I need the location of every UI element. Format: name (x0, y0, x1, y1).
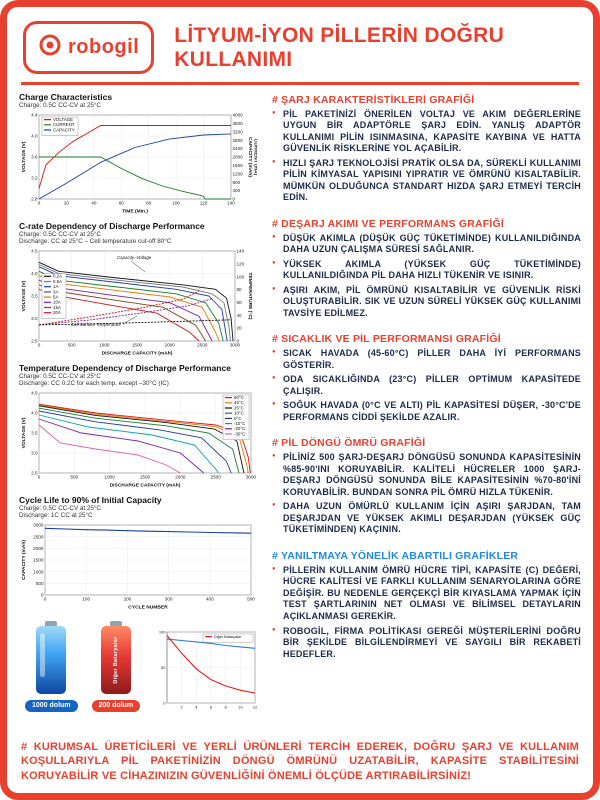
svg-text:20A: 20A (53, 309, 61, 315)
section-heading: # SICAKLIK VE PİL PERFORMANSI GRAFİĞİ (272, 333, 501, 346)
chart-subtitle: Charge: 0.5C CC-CV at 25°C (19, 372, 101, 380)
svg-text:4.0: 4.0 (31, 270, 38, 276)
svg-text:60: 60 (236, 299, 242, 305)
other-battery-illustration (101, 626, 131, 694)
svg-text:3.0: 3.0 (31, 315, 38, 321)
other-battery-label: Diğer Bataryalar (112, 635, 119, 684)
battery1-badge: 1000 dolum (25, 700, 78, 712)
svg-text:2400: 2400 (232, 145, 243, 151)
svg-text:4.0: 4.0 (31, 410, 38, 416)
temperature-discharge-chart (19, 388, 257, 488)
svg-text:100: 100 (236, 273, 245, 279)
svg-text:3A: 3A (53, 288, 59, 294)
battery2-badge: 200 dolum (92, 700, 141, 712)
bullet-list (272, 109, 581, 204)
chart-subtitle: Charge: 0.5C CC-CV at 25°C (19, 101, 101, 109)
svg-text:4.5: 4.5 (31, 390, 38, 396)
svg-text:4.4: 4.4 (31, 112, 38, 118)
bullet: ● SOĞUK HAVADA (0°C VE ALTI) PİL KAPASİTESİ DÜŞER, -30°C'DE PERFORMANS CİDDİ ŞEKİLDE AZALIR. (272, 400, 581, 423)
battery-terminal (110, 621, 122, 626)
bullet: ● YÜKSEK AKIMLA (YÜKSEK GÜÇ TÜKETİMİNDE) KULLANILDIĞINDA PİL DAHA HIZLI TÜKENİR VE ISINIR. (272, 259, 581, 282)
svg-text:500: 500 (67, 342, 76, 347)
robogil-logo-icon (38, 33, 62, 62)
footer (19, 734, 581, 785)
chart-subtitle: Discharge: 1C CC at 25°C (19, 511, 93, 519)
chart-title: Temperature Dependency of Discharge Performance (19, 362, 231, 373)
charge-characteristics-chart (19, 110, 257, 214)
chart-block-crate-discharge (19, 221, 262, 356)
svg-text:6: 6 (210, 704, 213, 709)
svg-text:3200: 3200 (232, 128, 243, 134)
svg-text:800: 800 (232, 179, 241, 185)
svg-text:20: 20 (63, 200, 69, 205)
svg-text:VOLTAGE (V): VOLTAGE (V) (22, 280, 27, 311)
svg-text:2000: 2000 (175, 474, 186, 479)
footer-text: # KURUMSAL ÜRETİCİLERİ VE YERLİ ÜRÜNLERİ TERCİH EDEREK, DOĞRU ŞARJ VE KULLANIM KOŞULLARIYLA PİL PAKETİNİZİN DÖNGÜ ÖMRÜNÜ UZATABİLİR, KAPASİTE STABİLİTESİNİ KORUYABİLİR VE CİHAZINIZIN GÜVENLİĞİNİ ÖNEMLİ ÖLÇÜDE ARTIRABİLİRSİNİZ! (21, 741, 579, 782)
svg-text:2.5: 2.5 (31, 470, 38, 476)
svg-text:12: 12 (252, 704, 258, 709)
svg-text:0: 0 (43, 596, 47, 601)
svg-text:0.2A: 0.2A (53, 273, 63, 279)
svg-text:8: 8 (224, 704, 227, 709)
chart-title: C-rate Dependency of Discharge Performance (19, 220, 205, 231)
svg-text:Capacity–Voltage: Capacity–Voltage (117, 254, 152, 260)
svg-text:1500: 1500 (139, 474, 151, 479)
svg-text:100: 100 (172, 200, 180, 205)
chart-subtitle: Charge: 0.5C CC-CV at 25°C (19, 504, 101, 512)
svg-text:120: 120 (236, 260, 245, 266)
svg-text:80: 80 (236, 286, 242, 292)
svg-text:0: 0 (37, 474, 41, 479)
bullet-list (272, 348, 581, 423)
svg-text:4: 4 (195, 704, 198, 709)
svg-text:1200: 1200 (232, 170, 243, 176)
svg-text:140: 140 (236, 248, 245, 254)
svg-text:0: 0 (236, 338, 240, 344)
svg-text:VOLTAGE: VOLTAGE (53, 116, 74, 122)
bullet: ● DAHA UZUN ÖMÜRLÜ KULLANIM İÇİN AŞIRI ŞARJDAN, TAM DEŞARJDAN VE YÜKSEK AKIMLI DEŞARJDAN (YÜKSEK GÜÇ TÜKETİMİNDEN) KAÇININ. (272, 501, 581, 536)
svg-text:CAPACITY (mAh): CAPACITY (mAh) (22, 539, 27, 580)
svg-text:0: 0 (37, 342, 41, 347)
svg-text:200: 200 (123, 596, 132, 601)
svg-text:1A: 1A (53, 283, 59, 289)
section-abartili-grafikler (272, 550, 581, 663)
svg-text:3.5: 3.5 (31, 430, 38, 436)
svg-text:DISCHARGE CAPACITY (mAh): DISCHARGE CAPACITY (mAh) (101, 351, 173, 356)
svg-text:TEMPERATURE (°C): TEMPERATURE (°C) (247, 272, 252, 319)
header (19, 17, 581, 82)
svg-text:80: 80 (146, 200, 152, 205)
svg-text:500: 500 (70, 474, 79, 479)
svg-text:2500: 2500 (210, 474, 221, 479)
svg-text:2.5: 2.5 (31, 338, 38, 344)
svg-text:140: 140 (227, 200, 235, 205)
svg-text:1000: 1000 (99, 342, 110, 347)
svg-text:400: 400 (205, 596, 214, 601)
svg-text:3.6: 3.6 (31, 154, 38, 160)
bullet-list (272, 565, 581, 660)
main-content (19, 92, 581, 735)
section-sarj-karakteristikleri (272, 94, 581, 207)
svg-text:60: 60 (118, 200, 124, 205)
header-divider (21, 82, 579, 85)
svg-text:15A: 15A (53, 304, 61, 310)
svg-text:CAPACITY: CAPACITY (53, 126, 75, 132)
svg-text:120: 120 (199, 200, 208, 205)
svg-text:40: 40 (91, 200, 97, 205)
page-title: LİTYUM-İYON PİLLERİN DOĞRU KULLANIMI (174, 23, 505, 71)
svg-text:3.0: 3.0 (31, 450, 38, 456)
chart-block-temperature-discharge (19, 363, 262, 488)
svg-text:Diğer Bataryalar: Diğer Bataryalar (214, 634, 242, 639)
bullet: ● ODA SICAKLIĞINDA (23°C) PİLLER OPTİMUM KAPASİTEDE ÇALIŞIR. (272, 374, 581, 397)
bullet: ● AŞIRI AKIM, PİL ÖMRÜNÜ KISALTABİLİR VE GÜVENLİK RİSKİ OLUŞTURABİLİR. SIK VE UZUN SÜRELİ YÜKSEK GÜÇ KULLANIMI TAVSİYE EDİLMEZ. (272, 285, 581, 320)
robogil-logo-text: robogil (68, 36, 140, 58)
svg-text:CURRENT (mA): CURRENT (mA) (252, 138, 257, 175)
svg-text:-20°C: -20°C (234, 425, 246, 431)
chart-block-cycle-life (19, 495, 262, 610)
svg-text:1500: 1500 (131, 342, 143, 347)
svg-text:CAPACITY (mAh): CAPACITY (mAh) (247, 136, 252, 177)
svg-text:1000: 1000 (33, 568, 44, 574)
section-desarj-akimi (272, 218, 581, 323)
svg-text:CYCLE NUMBER: CYCLE NUMBER (128, 605, 168, 610)
svg-text:0: 0 (40, 592, 44, 598)
bullet: ● SICAK HAVADA (45-60°C) PİLLER DAHA İYİ PERFORMANS GÖSTERİR. (272, 348, 581, 371)
svg-text:300: 300 (164, 596, 173, 601)
svg-text:1500: 1500 (33, 557, 44, 563)
chart-subtitle: Charge: 0.5C CC-CV at 25°C (19, 230, 101, 238)
chart-block-charge-characteristics (19, 92, 262, 214)
other-battery (92, 621, 141, 712)
section-heading: # YANILTMAYA YÖNELİK ABARTILI GRAFİKLER (272, 549, 519, 562)
chart-subtitle: Discharge: CC at 25°C – Cell temperature cut-off 80°C (19, 237, 172, 245)
battery-terminal (45, 621, 57, 626)
svg-text:Cell Surface Temperature: Cell Surface Temperature (71, 321, 121, 327)
section-heading: # ŞARJ KARAKTERİSTİKLERİ GRAFİĞİ (272, 93, 475, 106)
svg-text:TIME (Min.): TIME (Min.) (121, 209, 149, 214)
svg-text:VOLTAGE (V): VOLTAGE (V) (22, 417, 27, 448)
svg-text:400: 400 (232, 187, 241, 193)
text-column (272, 92, 581, 735)
svg-text:2000: 2000 (164, 342, 175, 347)
bullet: ● PİLLERİN KULLANIM ÖMRÜ HÜCRE TİPİ, KAPASİTE (C) DEĞERİ, HÜCRE KALİTESİ VE FARKLI KULLANIM SENARYOLARINA GÖRE DEĞİŞİR. BU NEDENLE GERÇEKÇİ BİR KIYASLAMA YAPMAK İÇİN TEST ŞARTLARININ NET OLMASI VE BİLİMSEL DETAYLARIN AÇIKLANMASI GEREKİR. (272, 565, 581, 623)
section-sicaklik-performans (272, 333, 581, 426)
svg-text:2000: 2000 (232, 154, 243, 160)
svg-text:10°C: 10°C (234, 410, 244, 416)
bullet: ● PİLİNİZ 500 ŞARJ-DEŞARJ DÖNGÜSÜ SONUNDA KAPASİTESİNİN %85-90'INI KORUYABİLİR. KALİTELİ HÜCRELER 1000 ŞARJ-DEŞARJ DÖNGÜSÜ SONUNDA BİLE KAPASİTESİNİN %70-80'İNİ KORUYABİLİR. BUNDAN SONRA PİL ÖMRÜ HIZLA TÜKENİR. (272, 452, 581, 498)
svg-text:DISCHARGE CAPACITY (mAh): DISCHARGE CAPACITY (mAh) (109, 483, 181, 488)
svg-text:4000: 4000 (232, 112, 243, 118)
section-heading: # PİL DÖNGÜ ÖMRÜ GRAFİĞİ (272, 437, 426, 450)
svg-text:2800: 2800 (232, 137, 243, 143)
bullet: ● DÜŞÜK AKIMLA (DÜŞÜK GÜÇ TÜKETİMİNDE) KULLANILDIĞINDA DAHA UZUN ÇALIŞMA SÜRESİ SAĞLANIR. (272, 233, 581, 256)
svg-text:25°C: 25°C (234, 404, 244, 410)
cycle-life-chart (19, 520, 257, 610)
chart-title: Charge Characteristics (19, 91, 113, 102)
svg-text:100: 100 (82, 596, 91, 601)
bullet-list (272, 452, 581, 536)
svg-text:3.5: 3.5 (31, 293, 38, 299)
svg-text:0: 0 (232, 196, 236, 202)
svg-text:2: 2 (180, 704, 183, 709)
svg-text:20: 20 (236, 325, 242, 331)
chart-title: Cycle Life to 90% of Initial Capacity (19, 494, 162, 505)
bullet: ● ROBOGİL, FİRMA POLİTİKASI GEREĞİ MÜŞTERİLERİNİ DOĞRU BİR ŞEKİLDE BİLGİLENDİRMEYİ VE SAYGILI BİR REKABETİ HEDEFLER. (272, 626, 581, 661)
svg-text:10A: 10A (53, 299, 61, 305)
svg-text:VOLTAGE (V): VOLTAGE (V) (22, 141, 27, 172)
svg-text:2.8: 2.8 (31, 196, 38, 202)
svg-text:10: 10 (238, 704, 243, 709)
svg-text:4.5: 4.5 (31, 248, 38, 254)
bullet-list (272, 233, 581, 320)
svg-text:500: 500 (35, 580, 44, 586)
bullet: ● PİL PAKETİNİZİ ÖNERİLEN VOLTAJ VE AKIM DEĞERLERİNE UYGUN BİR ADAPTÖRLE ŞARJ EDİN. YANLIŞ ADAPTÖR KULLANIMI PİLİN ISINMASINA, KAPASİTE KAYBINA VE HATTA GÜVENLİK RİSKLERİNE YOL AÇABİLİR. (272, 109, 581, 155)
section-dongu-omru (272, 437, 581, 539)
svg-text:60°C: 60°C (234, 394, 244, 400)
battery-comparison (19, 617, 262, 712)
bullet: ● HIZLI ŞARJ TEKNOLOJİSİ PRATİK OLSA DA, SÜREKLİ KULLANIMI PİLİN KİMYASAL YAPISINI YIPRATIR VE ÖMRÜNÜ KISALTABİLİR. MÜMKÜN OLDUĞUNCA STANDART HIZDA ŞARJ ETMEYİ TERCİH EDİN. (272, 158, 581, 204)
svg-text:3600: 3600 (232, 120, 243, 126)
svg-text:4.0: 4.0 (31, 133, 38, 139)
svg-text:3.2: 3.2 (31, 175, 38, 181)
svg-text:2500: 2500 (197, 342, 208, 347)
svg-text:3000: 3000 (229, 342, 241, 347)
svg-text:1600: 1600 (232, 162, 243, 168)
cycle-comparison-mini-chart (154, 628, 258, 712)
robogil-battery (25, 621, 78, 712)
svg-text:1000: 1000 (104, 474, 115, 479)
robogil-battery-illustration (36, 626, 66, 694)
svg-text:-10°C: -10°C (234, 420, 246, 426)
svg-text:0: 0 (37, 200, 41, 205)
svg-text:2000: 2000 (33, 545, 44, 551)
svg-text:CURRENT: CURRENT (53, 121, 75, 127)
svg-text:0.5A: 0.5A (53, 278, 63, 284)
svg-text:40: 40 (236, 312, 242, 318)
svg-text:5A: 5A (53, 294, 59, 299)
svg-text:0: 0 (163, 700, 166, 706)
robogil-logo (23, 21, 154, 74)
charts-column (19, 92, 262, 735)
svg-text:50: 50 (161, 664, 166, 670)
svg-text:500: 500 (247, 596, 255, 601)
svg-text:3000: 3000 (33, 522, 44, 528)
svg-text:3000: 3000 (245, 474, 257, 479)
chart-subtitle: Discharge: CC 0.2C for each temp. except –30°C (IC) (19, 379, 169, 387)
svg-text:45°C: 45°C (234, 399, 244, 405)
svg-text:2500: 2500 (33, 533, 44, 539)
svg-text:0°C: 0°C (234, 415, 242, 421)
svg-text:100: 100 (158, 629, 166, 635)
crate-discharge-chart (19, 246, 257, 356)
svg-text:-30°C: -30°C (234, 430, 246, 436)
section-heading: # DEŞARJ AKIMI VE PERFORMANS GRAFİĞİ (272, 217, 505, 230)
